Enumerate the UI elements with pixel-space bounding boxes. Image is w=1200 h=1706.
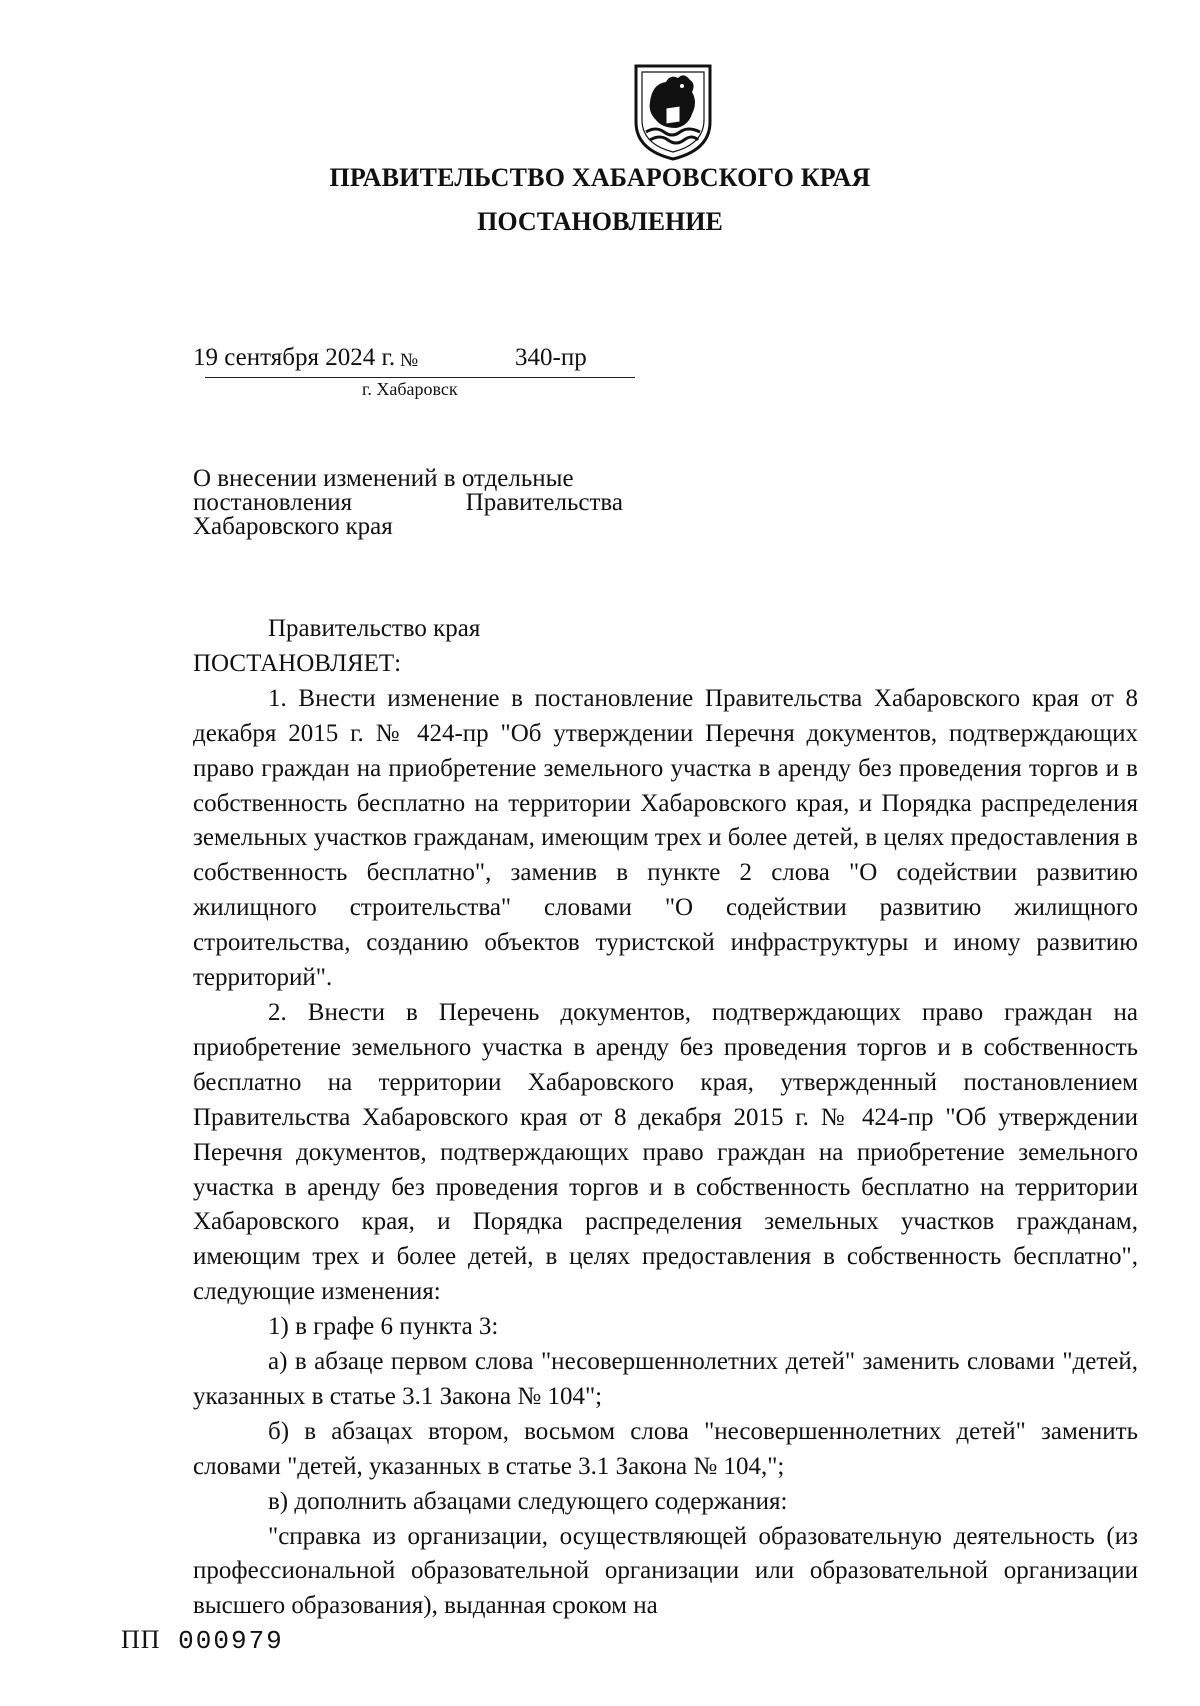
paragraph-7: "справка из организации, осуществляющей образовательную деятельность (из профессиональной образовательной организации или образовательной организации высшего образования), выданная сроком на [193,1522,1138,1620]
preamble: Правительство края [268,615,481,642]
paragraph-6: в) дополнить абзацами следующего содержания: [268,1487,788,1515]
subject-line [193,515,623,539]
decree-word: ПОСТАНОВЛЯЕТ: [193,649,402,677]
document-date: 19 сентября 2024 г. [193,344,396,371]
form-code: 000979 [178,1626,284,1656]
document-body [193,612,1138,1624]
paragraph-2: 2. Внести в Перечень документов, подтверждающих право граждан на приобретение земельного участка в аренду без проведения торгов и в собственность бесплатно на территории Хабаровского края, утвержденный постановлением Правительства Хабаровского края от 8 декабря 2015 г. № 424-пр "Об утверждении Перечня документов, подтверждающих право граждан на приобретение земельного участка в аренду без проведения торгов и в собственность бесплатно на территории Хабаровского края, и Порядка распределения земельных участков гражданам, имеющим трех и более детей, в целях предоставления в собственность бесплатно", следующие изменения: [193,998,1138,1306]
subject-line-2-left: постановления [193,489,353,516]
number-sign: № [400,350,419,371]
paragraph-1: 1. Внести изменение в постановление Правительства Хабаровского края от 8 декабря 2015 г. № 424-пр "Об утверждении Перечня документов, подтверждающих право граждан на приобретение земельного участка в аренду без проведения торгов и в собственность бесплатно на территории Хабаровского края, и Порядка распределения земельных участков гражданам, имеющим трех и более детей, в целях предоставления в собственность бесплатно", заменив в пункте 2 слова "О содействии развитию жилищного строительства" словами "О содействии развитию жилищного строительства, созданию объектов туристской инфраструктуры и иному развитию территорий". [193,684,1138,992]
form-serial-number [121,1625,284,1656]
subject-line-1: О внесении изменений в отдельные [193,465,574,492]
paragraph-5: б) в абзацах втором, восьмом слова "несовершеннолетних детей" заменить словами "детей, указанных в статье 3.1 Закона № 104,"; [193,1417,1138,1480]
document-type: ПОСТАНОВЛЕНИЕ [477,207,723,236]
document-city: г. Хабаровск [362,379,458,399]
date-number-underline [205,377,635,378]
government-name: ПРАВИТЕЛЬСТВО ХАБАРОВСКОГО КРАЯ [329,163,871,192]
document-number: 340-пр [515,344,587,371]
paragraph-4: а) в абзаце первом слова "несовершеннолетних детей" заменить словами "детей, указанных в статье 3.1 Закона № 104"; [193,1348,1138,1410]
document-subject [193,467,623,539]
subject-line [193,467,623,491]
subject-line-2-right: Правительства [465,489,623,516]
subject-line [193,491,623,515]
paragraph-3: 1) в графе 6 пункта 3: [268,1313,499,1341]
subject-line-3: Хабаровского края [193,513,393,540]
form-series: ПП [121,1625,161,1654]
coat-of-arms-icon [632,62,714,162]
